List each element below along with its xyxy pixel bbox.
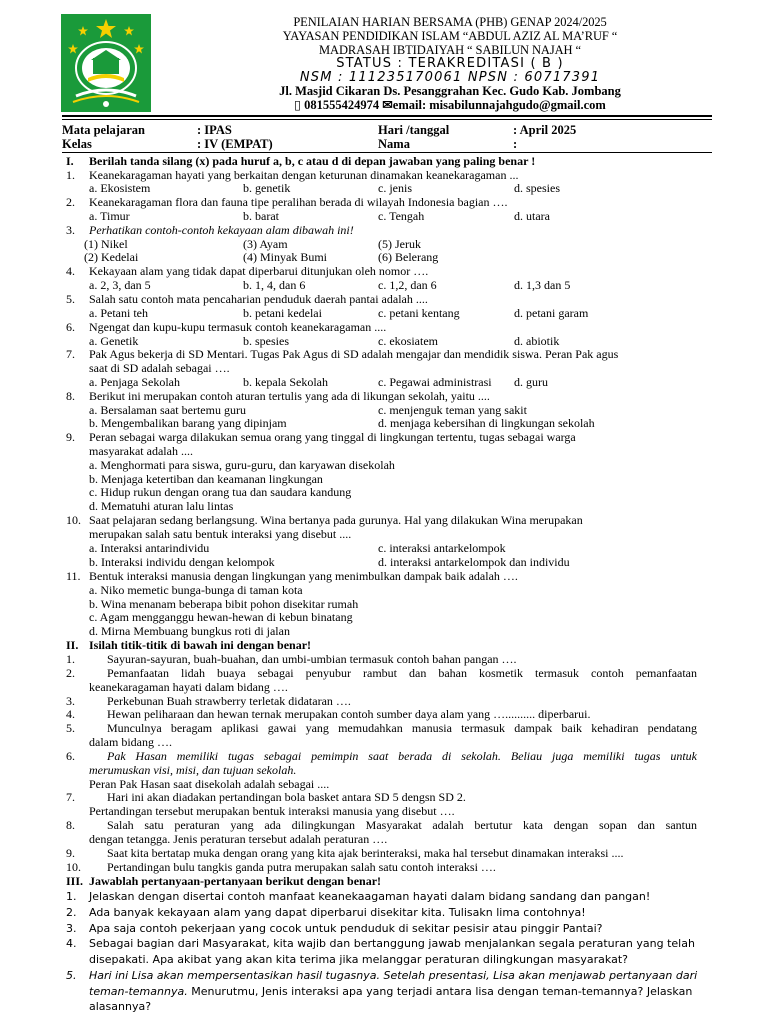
meta-divider: [62, 152, 712, 153]
q1-text: Keanekaragaman hayati yang berkaitan dengan keturunan dinamakan keanekaragaman ...: [89, 168, 519, 182]
header-phone: 081555424974: [304, 98, 380, 112]
s3-item-text: Jelaskan dengan disertai contoh manfaat keanekaagaman hayati dalam bidang sandang dan pangan!: [89, 890, 651, 903]
q2-option-a: a. Timur: [89, 209, 130, 223]
q4-option-b: b. 1, 4, dan 6: [243, 278, 306, 292]
date-label: Hari /tanggal: [378, 123, 450, 137]
q10-option-a: a. Interaksi antarindividu: [89, 541, 210, 555]
q11-option-d: d. Mirna Membuang bungkus roti di jalan: [89, 624, 290, 638]
s2-item-text-cont: keanekaragaman hayati dalam bidang ….: [89, 680, 288, 694]
s2-item-number: 6.: [66, 749, 75, 763]
q1-number: 1.: [66, 168, 75, 182]
q11-text: Bentuk interaksi manusia dengan lingkungan yang menimbulkan dampak baik adalah ….: [89, 569, 518, 583]
class-label: Kelas: [62, 137, 92, 151]
q9-text-line2: masyarakat adalah ....: [89, 444, 193, 458]
q2-text: Keanekaragaman flora dan fauna tipe peralihan berada di wilayah Indonesia bagian ….: [89, 195, 508, 209]
s2-item-text: Salah satu peraturan yang ada dilingkungan Masyarakat adalah bertutur kata dengan sopan dan santun: [107, 818, 697, 832]
q9-option-d: d. Mematuhi aturan lalu lintas: [89, 499, 234, 513]
q6-option-b: b. spesies: [243, 334, 289, 348]
q5-number: 5.: [66, 292, 75, 306]
s3-item-text: Hari ini Lisa akan mempersentasikan hasil tugasnya. Setelah presentasi, Lisa akan menjawab pertanyaan dari: [89, 969, 698, 982]
q8-option-d: d. menjaga kebersihan di lingkungan sekolah: [378, 416, 595, 430]
s2-item-text-cont: Peran Pak Hasan saat disekolah adalah sebagai ....: [89, 777, 330, 791]
q9-option-c: c. Hidup rukun dengan orang tua dan saudara kandung: [89, 485, 352, 499]
q3-text: Perhatikan contoh-contoh kekayaan alam dibawah ini!: [89, 223, 354, 237]
s2-item-number: 3.: [66, 694, 75, 708]
s2-item-text: Perkebunan Buah strawberry terletak didataran ….: [107, 694, 351, 708]
q9-text-line1: Peran sebagai warga dilakukan semua orang yang tinggal di lingkungan tertentu, tugas sebagai warga: [89, 430, 576, 444]
madrasah-logo: [61, 14, 151, 112]
q6-number: 6.: [66, 320, 75, 334]
section2-title: Isilah titik-titik di bawah ini dengan benar!: [89, 638, 312, 652]
header-address: Jl. Masjid Cikaran Ds. Pesanggrahan Kec. Gudo Kab. Jombang: [279, 84, 621, 98]
s2-item-number: 7.: [66, 790, 75, 804]
name-label: Nama: [378, 137, 410, 151]
phone-icon: ▯: [294, 98, 302, 112]
q10-option-d: d. interaksi antarkelompok dan individu: [378, 555, 570, 569]
q7-option-b: b. kepala Sekolah: [243, 375, 328, 389]
q1-option-b: b. genetik: [243, 181, 291, 195]
name-value: :: [513, 137, 518, 151]
q6-text: Ngengat dan kupu-kupu termasuk contoh keanekaragaman ....: [89, 320, 387, 334]
s3-item-text: Sebagai bagian dari Masyarakat, kita wajib dan bertanggung jawab menjalankan segala peraturan yang telah: [89, 937, 695, 950]
header-line-exam: PENILAIAN HARIAN BERSAMA (PHB) GENAP 2024/2025: [293, 15, 607, 29]
q9-option-b: b. Menjaga ketertiban dan keamanan lingkungan: [89, 472, 323, 486]
q7-option-a: a. Penjaga Sekolah: [89, 375, 180, 389]
s3-item-text-cont: alasannya?: [89, 1000, 152, 1013]
q4-option-d: d. 1,3 dan 5: [514, 278, 571, 292]
q7-text-line2: saat di SD adalah sebagai ….: [89, 361, 230, 375]
q10-number: 10.: [66, 513, 81, 527]
s2-item-text-cont: merumuskan visi, misi, dan tujuan sekolah.: [89, 763, 297, 777]
q10-text-line1: Saat pelajaran sedang berlangsung. Wina bertanya pada gurunya. Hal yang dilakukan Wina merupakan: [89, 513, 583, 527]
s2-item-number: 1.: [66, 652, 75, 666]
q1-option-d: d. spesies: [514, 181, 560, 195]
q4-number: 4.: [66, 264, 75, 278]
section3-title: Jawablah pertanyaan-pertanyaan berikut dengan benar!: [89, 874, 382, 888]
s3-item-text-cont: disepakati. Apa akibat yang akan kita terima jika melanggar peraturan dilingkungan masyarakat?: [89, 953, 628, 966]
s2-item-text-cont: dengan tetangga. Jenis peraturan tersebut adalah peraturan ….: [89, 832, 388, 846]
s2-item-number: 4.: [66, 707, 75, 721]
q10-option-c: c. interaksi antarkelompok: [378, 541, 506, 555]
header-divider-thin: [62, 119, 712, 120]
s2-item-text: Pertandingan bulu tangkis ganda putra merupakan salah satu contoh interaksi ….: [107, 860, 496, 874]
subject-value: : IPAS: [197, 123, 232, 137]
q9-option-a: a. Menghormati para siswa, guru-guru, dan karyawan disekolah: [89, 458, 395, 472]
s2-item-text-cont: dalam bidang ….: [89, 735, 172, 749]
s2-item-text: Hari ini akan diadakan pertandingan bola basket antara SD 5 dengsn SD 2.: [107, 790, 466, 804]
s3-item-number: 4.: [66, 937, 77, 950]
q2-option-c: c. Tengah: [378, 209, 425, 223]
q3-item-1: (1) Nikel: [84, 237, 128, 251]
q7-option-d: d. guru: [514, 375, 548, 389]
s3-item-text-italic: teman-temannya.: [89, 985, 188, 998]
q4-option-a: a. 2, 3, dan 5: [89, 278, 151, 292]
q5-option-a: a. Petani teh: [89, 306, 148, 320]
q3-item-5: (5) Jeruk: [378, 237, 421, 251]
q3-item-6: (6) Belerang: [378, 250, 439, 264]
q5-option-c: c. petani kentang: [378, 306, 460, 320]
s2-item-text: Pak Hasan memiliki tugas sebagai pemimpin saat berada di sekolah. Beliau juga memiliki tugas untuk: [107, 749, 697, 763]
envelope-icon: ✉: [382, 98, 393, 112]
q4-option-c: c. 1,2, dan 6: [378, 278, 437, 292]
q10-text-line2: merupakan salah satu bentuk interaksi yang disebut ....: [89, 527, 352, 541]
q1-option-a: a. Ekosistem: [89, 181, 151, 195]
s2-item-number: 9.: [66, 846, 75, 860]
q8-number: 8.: [66, 389, 75, 403]
subject-label: Mata pelajaran: [62, 123, 145, 137]
s3-item-number: 2.: [66, 906, 77, 919]
s3-item-text: Ada banyak kekayaan alam yang dapat diperbarui disekitar kita. Tulisakn lima contohnya!: [89, 906, 586, 919]
header-nsm: NSM : 111235170061 NPSN : 60717391: [299, 70, 601, 85]
q11-option-b: b. Wina menanam beberapa bibit pohon disekitar rumah: [89, 597, 359, 611]
q5-option-b: b. petani kedelai: [243, 306, 322, 320]
q9-number: 9.: [66, 430, 75, 444]
header-divider-thick: [62, 115, 712, 117]
header-line-foundation: YAYASAN PENDIDIKAN ISLAM “ABDUL AZIZ AL MA’RUF “: [282, 29, 618, 43]
s2-item-text: Sayuran-sayuran, buah-buahan, dan umbi-umbian termasuk contoh bahan pangan ….: [107, 652, 517, 666]
date-value: : April 2025: [513, 123, 577, 137]
q8-text: Berikut ini merupakan contoh aturan tertulis yang ada di likungan sekolah, yaitu ....: [89, 389, 490, 403]
q3-number: 3.: [66, 223, 75, 237]
q6-option-d: d. abiotik: [514, 334, 560, 348]
s3-item-number: 5.: [66, 969, 77, 982]
s2-item-number: 2.: [66, 666, 75, 680]
s2-item-number: 8.: [66, 818, 75, 832]
q8-option-b: b. Mengembalikan barang yang dipinjam: [89, 416, 287, 430]
s2-item-text-cont: Pertandingan tersebut merupakan bentuk interaksi manusia yang disebut ….: [89, 804, 455, 818]
q6-option-c: c. ekosiatem: [378, 334, 438, 348]
q10-option-b: b. Interaksi individu dengan kelompok: [89, 555, 275, 569]
q5-option-d: d. petani garam: [514, 306, 589, 320]
q5-text: Salah satu contoh mata pencaharian penduduk daerah pantai adalah ....: [89, 292, 428, 306]
section1-number: I.: [66, 154, 74, 168]
s3-item-number: 1.: [66, 890, 77, 903]
s3-item-number: 3.: [66, 922, 77, 935]
s2-item-text: Pemanfaatan lidah buaya sebagai penyubur rambut dan bahan kosmetik termasuk contoh pemanfaatan: [107, 666, 697, 680]
q7-option-c: c. Pegawai administrasi: [378, 375, 492, 389]
s3-item-text: Apa saja contoh pekerjaan yang cocok untuk penduduk di sekitar pesisir atau pinggir Pantai?: [89, 922, 603, 935]
q2-option-d: d. utara: [514, 209, 550, 223]
header-contact: [160, 98, 740, 113]
q7-number: 7.: [66, 347, 75, 361]
q2-number: 2.: [66, 195, 75, 209]
q3-item-2: (2) Kedelai: [84, 250, 139, 264]
q11-number: 11.: [66, 569, 81, 583]
section1-title: Berilah tanda silang (x) pada huruf a, b, c atau d di depan jawaban yang paling benar !: [89, 154, 536, 168]
q3-item-4: (4) Minyak Bumi: [243, 250, 327, 264]
header-line-madrasah: MADRASAH IBTIDAIYAH “ SABILUN NAJAH “: [319, 43, 581, 57]
q1-option-c: c. jenis: [378, 181, 412, 195]
class-value: : IV (EMPAT): [197, 137, 273, 151]
s3-item-text-cont: [89, 985, 692, 999]
q8-option-c: c. menjenguk teman yang sakit: [378, 403, 527, 417]
header-email: email: misabilunnajahgudo@gmail.com: [392, 98, 606, 112]
s2-item-number: 10.: [66, 860, 81, 874]
q11-option-a: a. Niko memetic bunga-bunga di taman kota: [89, 583, 303, 597]
q3-item-3: (3) Ayam: [243, 237, 288, 251]
header-status: STATUS : TERAKREDITASI ( B ): [336, 56, 564, 71]
s2-item-number: 5.: [66, 721, 75, 735]
section2-number: II.: [66, 638, 79, 652]
q2-option-b: b. barat: [243, 209, 279, 223]
section3-number: III.: [66, 874, 84, 888]
q4-text: Kekayaan alam yang tidak dapat diperbarui ditunjukan oleh nomor ….: [89, 264, 429, 278]
s3-item-text-normal: Menurutmu, Jenis interaksi apa yang terjadi antara lisa dengan teman-temannya? Jelaskan: [187, 985, 693, 998]
s2-item-text: Hewan peliharaan dan hewan ternak merupakan contoh sumber daya alam yang ….......... diperbarui.: [107, 707, 591, 721]
q8-option-a: a. Bersalaman saat bertemu guru: [89, 403, 246, 417]
s2-item-text: Munculnya beragam aplikasi gawai yang memudahkan manusia termasuk dampak baik kehadiran pendatang: [107, 721, 697, 735]
q7-text-line1: Pak Agus bekerja di SD Mentari. Tugas Pak Agus di SD adalah mengajar dan mendidik siswa. Peran Pak agus: [89, 347, 619, 361]
s2-item-text: Saat kita bertatap muka dengan orang yang kita ajak berinteraksi, maka hal tersebut dinamakan interaksi ....: [107, 846, 624, 860]
q11-option-c: c. Agam mengganggu hewan-hewan di kebun binatang: [89, 610, 353, 624]
q6-option-a: a. Genetik: [89, 334, 139, 348]
